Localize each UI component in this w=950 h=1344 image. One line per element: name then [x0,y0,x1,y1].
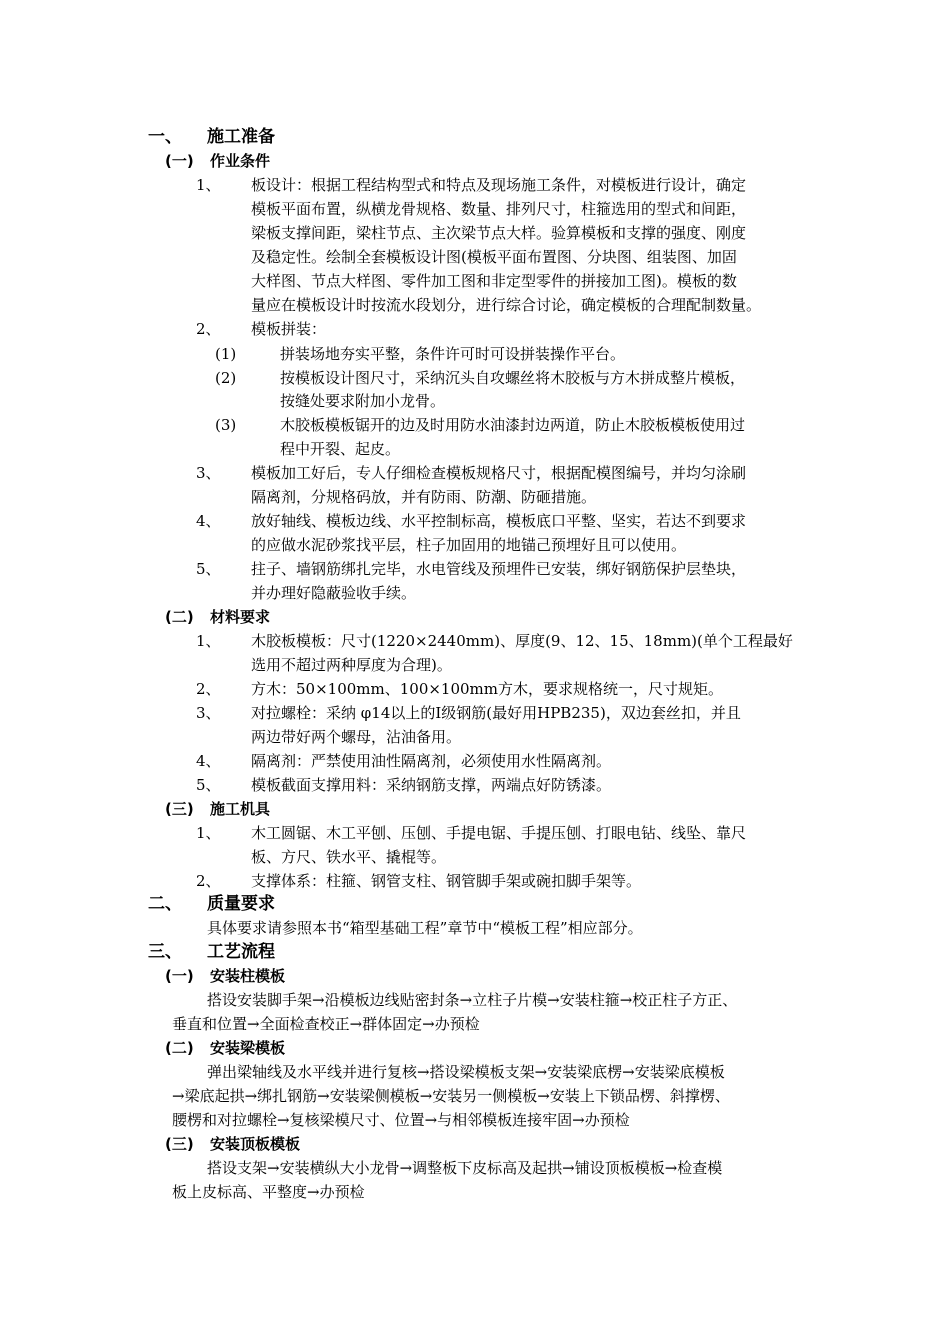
paragraph-line: 搭设安装脚手架→沿模板边线贴密封条→立柱子片模→安装柱箍→校正柱子方正、 [207,991,738,1009]
paragraph-line: 腰楞和对拉螺栓→复核梁模尺寸、位置→与相邻模板连接牢固→办预检 [172,1111,630,1129]
subsection-1-3-title: 施工机具 [210,800,271,818]
item-number: 4、 [196,512,221,530]
paragraph-line: 按缝处要求附加小龙骨。 [280,392,446,410]
paragraph-line: 具体要求请参照本书“箱型基础工程”章节中“模板工程”相应部分。 [207,919,643,937]
paragraph-line: 大样图、节点大样图、零件加工图和非定型零件的拼接加工图)。模板的数 [251,272,737,290]
paragraph-line: 按模板设计图尺寸，采纳沉头自攻螺丝将木胶板与方木拼成整片模板， [280,369,746,387]
subsection-1-3-number: (三) [165,800,194,818]
subsection-3-2-title: 安装梁模板 [210,1039,286,1057]
section-1-number: 一、 [148,127,182,147]
paragraph-line: →梁底起拱→绑扎钢筋→安装梁侧模板→安装另一侧模板→安装上下锁品楞、斜撑楞、 [172,1087,730,1105]
paragraph-line: 模板拼装： [251,320,327,338]
subsection-3-3-number: (三) [165,1135,194,1153]
paragraph-line: 隔离剂，分规格码放，并有防雨、防潮、防砸措施。 [251,488,597,506]
item-number: 4、 [196,752,221,770]
item-number: 3、 [196,464,221,482]
subsection-3-1-number: (一) [165,967,194,985]
paragraph-line: 木胶板模板锯开的边及时用防水油漆封边两道，防止木胶板模板使用过 [280,416,746,434]
item-number: 5、 [196,776,221,794]
paragraph-line: 拼装场地夯实平整，条件许可时可设拼装操作平台。 [280,345,626,363]
section-3-title: 工艺流程 [207,942,275,962]
sub-item-number: (2) [215,369,237,387]
item-number: 5、 [196,560,221,578]
item-number: 2、 [196,872,221,890]
paragraph-line: 放好轴线、模板边线、水平控制标高，模板底口平整、坚实，若达不到要求 [251,512,747,530]
paragraph-line: 模板截面支撑用料：采纳钢筋支撑，两端点好防锈漆。 [251,776,612,794]
paragraph-line: 板、方尺、铁水平、撬棍等。 [251,848,447,866]
paragraph-line: 木工圆锯、木工平刨、压刨、手提电锯、手提压刨、打眼电钻、线坠、靠尺 [251,824,747,842]
item-number: 2、 [196,320,221,338]
paragraph-line: 并办理好隐蔽验收手续。 [251,584,417,602]
section-1-title: 施工准备 [207,127,275,147]
section-3-number: 三、 [148,942,182,962]
paragraph-line: 垂直和位置→全面检查校正→群体固定→办预检 [172,1015,480,1033]
paragraph-line: 对拉螺栓：采纳 φ14以上的Ⅰ级钢筋(最好用HPB235)，双边套丝扣，并且 [251,704,741,722]
sub-item-number: (3) [215,416,237,434]
paragraph-line: 拄子、墙钢筋绑扎完毕，水电管线及预埋件已安装，绑好钢筋保护层垫块， [251,560,747,578]
subsection-1-2-title: 材料要求 [210,608,271,626]
item-number: 1、 [196,824,221,842]
section-2-title: 质量要求 [207,894,275,914]
subsection-1-1-title: 作业条件 [210,152,271,170]
paragraph-line: 支撑体系：柱箍、钢管支柱、钢管脚手架或碗扣脚手架等。 [251,872,642,890]
paragraph-line: 选用不超过两种厚度为合理)。 [251,656,452,674]
subsection-1-2-number: (二) [165,608,194,626]
paragraph-line: 模板加工好后，专人仔细检查模板规格尺寸，根据配模图编号，并均匀涂刷 [251,464,747,482]
paragraph-line: 的应做水泥砂浆找平层，柱子加固用的地锚己预埋好且可以使用。 [251,536,687,554]
paragraph-line: 板上皮标高、平整度→办预检 [172,1183,365,1201]
paragraph-line: 隔离剂：严禁使用油性隔离剂，必须使用水性隔离剂。 [251,752,612,770]
paragraph-line: 木胶板模板：尺寸(1220×2440mm)、厚度(9、12、15、18mm)(单个工程最好 [251,632,793,650]
paragraph-line: 梁板支撑间距，梁柱节点、主次梁节点大样。验算模板和支撑的强度、刚度 [251,224,747,242]
paragraph-line: 两边带好两个螺母，沾油备用。 [251,728,462,746]
item-number: 2、 [196,680,221,698]
paragraph-line: 弹出梁轴线及水平线并进行复核→搭设梁模板支架→安装梁底楞→安装梁底模板 [207,1063,725,1081]
paragraph-line: 搭设支架→安装横纵大小龙骨→调整板下皮标高及起拱→铺设顶板模板→检查模 [207,1159,723,1177]
paragraph-line: 程中开裂、起皮。 [280,440,401,458]
item-number: 3、 [196,704,221,722]
subsection-1-1-number: (一) [165,152,194,170]
paragraph-line: 及稳定性。绘制全套模板设计图(模板平面布置图、分块图、组装图、加固 [251,248,737,266]
paragraph-line: 模板平面布置，纵横龙骨规格、数量、排列尺寸，柱箍选用的型式和间距， [251,200,747,218]
paragraph-line: 量应在模板设计时按流水段划分，进行综合讨论，确定模板的合理配制数量。 [251,296,762,314]
sub-item-number: (1) [215,345,237,363]
subsection-3-2-number: (二) [165,1039,194,1057]
paragraph-line: 板设计：根据工程结构型式和特点及现场施工条件，对模板进行设计，确定 [251,176,747,194]
item-number: 1、 [196,176,221,194]
subsection-3-1-title: 安装柱模板 [210,967,286,985]
item-number: 1、 [196,632,221,650]
paragraph-line: 方木：50×100mm、100×100mm方木，要求规格统一，尺寸规矩。 [251,680,724,698]
section-2-number: 二、 [148,894,182,914]
subsection-3-3-title: 安装顶板模板 [210,1135,301,1153]
